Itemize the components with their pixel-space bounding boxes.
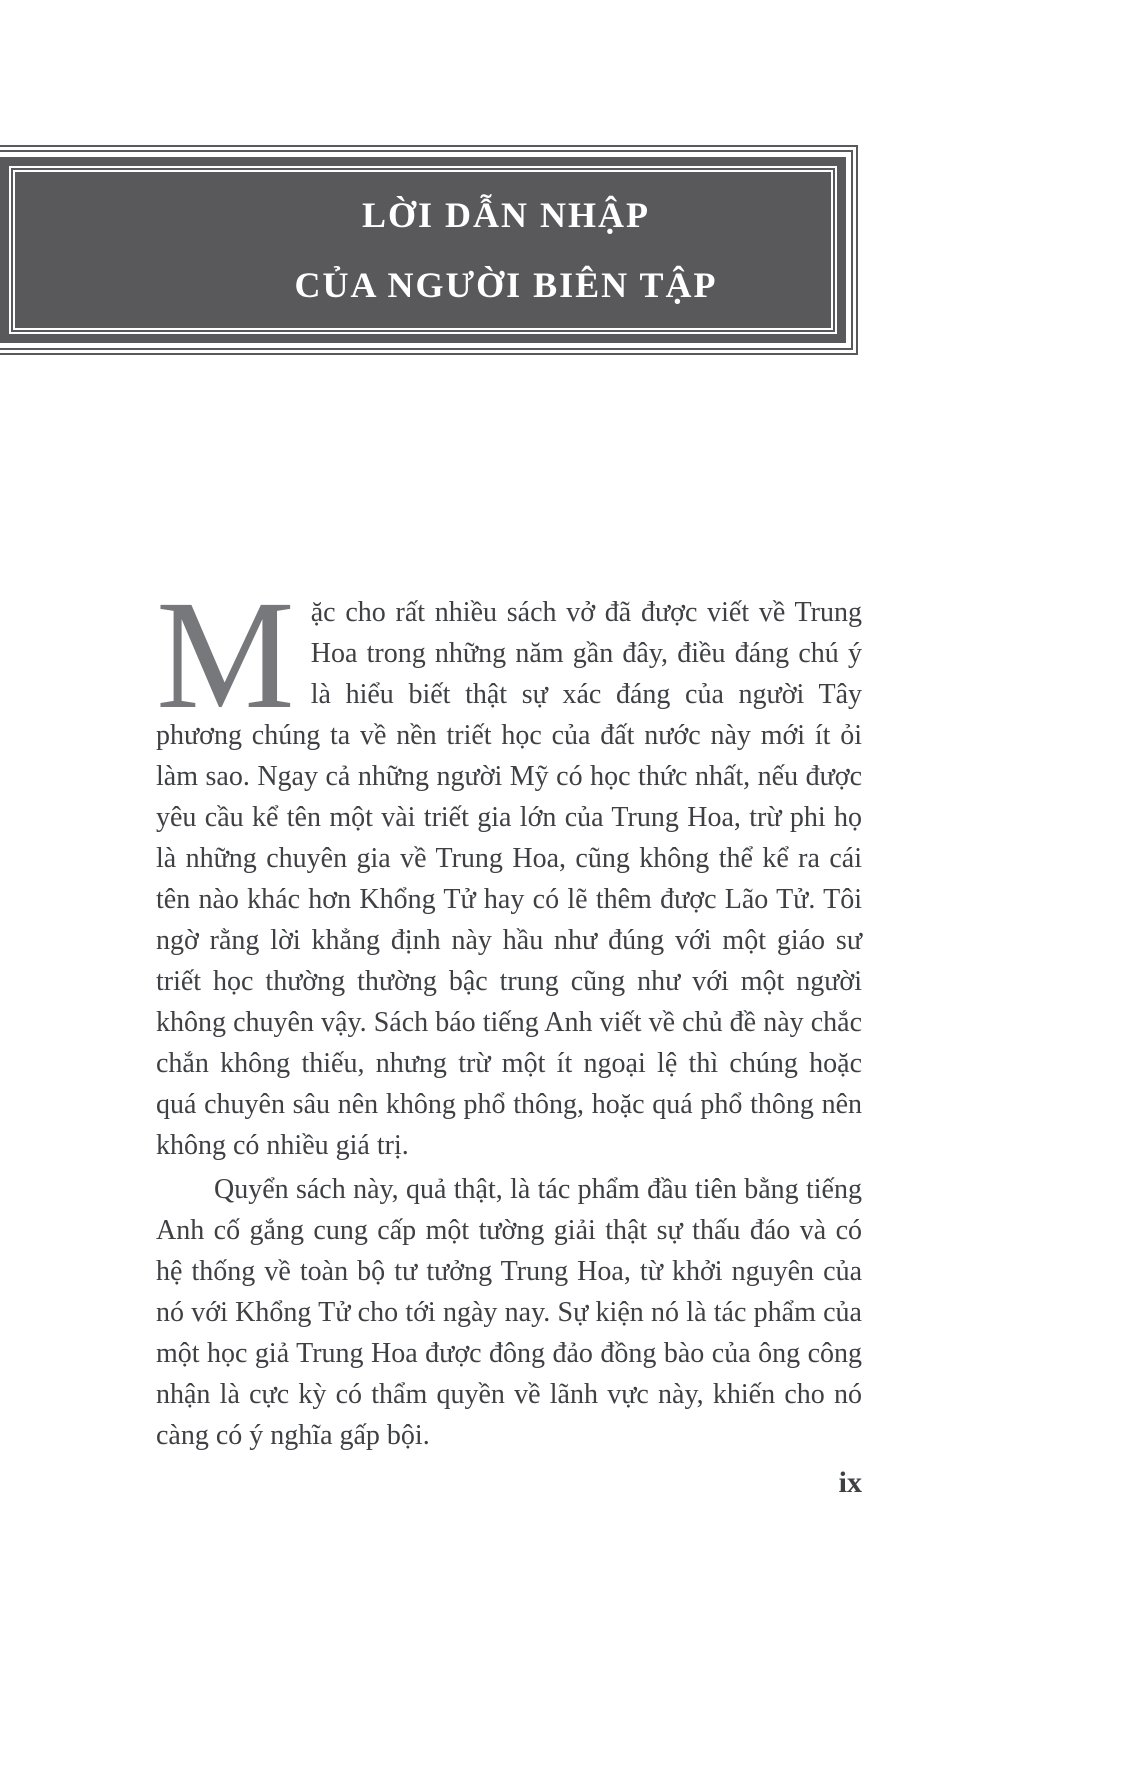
paragraph-2-text: Quyển sách này, quả thật, là tác phẩm đầu tiên bằng tiếng Anh cố gắng cung cấp một tường giải thật sự thấu đáo và có hệ thống về toàn bộ tư tưởng Trung Hoa, từ khởi nguyên của nó với Khổng Tử cho tới ngày nay. Sự kiện nó là tác phẩm của một học giả Trung Hoa được đông đảo đồng bào của ông công nhận là cực kỳ có thẩm quyền về lãnh vực này, khiến cho nó càng có ý nghĩa gấp bội.: [156, 1174, 862, 1451]
paragraph-2: [156, 1169, 862, 1456]
chapter-title-banner: [0, 157, 846, 343]
drop-cap: M: [156, 568, 295, 741]
body-text-column: [156, 568, 862, 1456]
chapter-title-inner-frame: [9, 166, 837, 334]
chapter-title-frame: [0, 145, 858, 355]
page-number: ix: [838, 1466, 862, 1499]
chapter-title-line-2: CỦA NGƯỜI BIÊN TẬP: [294, 265, 718, 305]
paragraph-1-text: ặc cho rất nhiều sách vở đã được viết về Trung Hoa trong những năm gần đây, điều đáng chú ý là hiểu biết thật sự xác đáng của người Tây phương chúng ta về nền triết học của đất nước này mới ít ỏi làm sao. Ngay cả những người Mỹ có học thức nhất, nếu được yêu cầu kể tên một vài triết gia lớn của Trung Hoa, trừ phi họ là những chuyên gia về Trung Hoa, cũng không thể kể ra cái tên nào khác hơn Khổng Tử hay có lẽ thêm được Lão Tử. Tôi ngờ rằng lời khẳng định này hầu như đúng với một giáo sư triết học thường thường bậc trung cũng như với một người không chuyên vậy. Sách báo tiếng Anh viết về chủ đề này chắc chắn không thiếu, nhưng trừ một ít ngoại lệ thì chúng hoặc quá chuyên sâu nên không phổ thông, hoặc quá phổ thông nên không có nhiều giá trị.: [156, 597, 862, 1161]
paragraph-1: [156, 568, 862, 1166]
chapter-title-line-1: LỜI DẪN NHẬP: [361, 195, 650, 235]
